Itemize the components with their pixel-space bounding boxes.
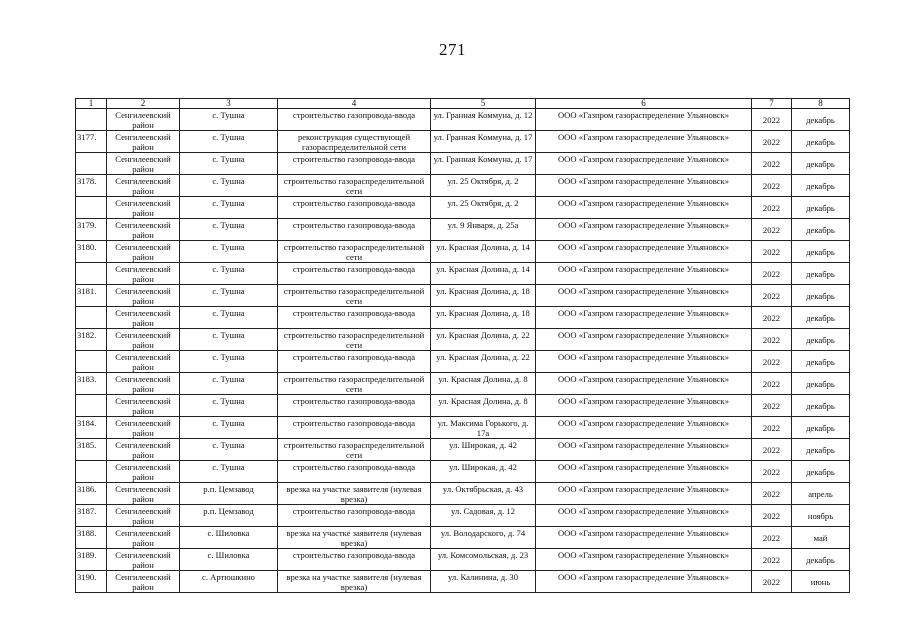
district-cell: Сенгилеевский район: [107, 197, 180, 219]
month-cell: декабрь: [792, 307, 850, 329]
address-cell: ул. Красная Долина, д. 8: [431, 395, 536, 417]
organization-cell: ООО «Газпром газораспределение Ульяновск»: [536, 307, 752, 329]
table-row: [76, 483, 850, 505]
row-number: 3185.: [76, 439, 107, 461]
month-cell: апрель: [792, 483, 850, 505]
table-row: [76, 417, 850, 439]
work-type-cell: врезка на участке заявителя (нулевая врезка): [278, 483, 431, 505]
column-header: 8: [792, 99, 850, 109]
month-cell: июнь: [792, 571, 850, 593]
address-cell: ул. 25 Октября, д. 2: [431, 197, 536, 219]
locality-cell: с. Шиловка: [180, 527, 278, 549]
address-cell: ул. Красная Долина, д. 22: [431, 329, 536, 351]
table-row: [76, 153, 850, 175]
district-cell: Сенгилеевский район: [107, 153, 180, 175]
work-type-cell: врезка на участке заявителя (нулевая врезка): [278, 527, 431, 549]
month-cell: декабрь: [792, 219, 850, 241]
work-type-cell: строительство газораспределительной сети: [278, 175, 431, 197]
work-type-cell: строительство газопровода-ввода: [278, 109, 431, 131]
work-type-cell: строительство газораспределительной сети: [278, 439, 431, 461]
locality-cell: с. Тушна: [180, 197, 278, 219]
year-cell: 2022: [752, 417, 792, 439]
month-cell: декабрь: [792, 153, 850, 175]
row-number: 3189.: [76, 549, 107, 571]
organization-cell: ООО «Газпром газораспределение Ульяновск»: [536, 131, 752, 153]
district-cell: Сенгилеевский район: [107, 505, 180, 527]
table-row: [76, 571, 850, 593]
organization-cell: ООО «Газпром газораспределение Ульяновск»: [536, 153, 752, 175]
month-cell: декабрь: [792, 329, 850, 351]
work-type-cell: строительство газопровода-ввода: [278, 197, 431, 219]
column-header: 6: [536, 99, 752, 109]
year-cell: 2022: [752, 439, 792, 461]
organization-cell: ООО «Газпром газораспределение Ульяновск»: [536, 109, 752, 131]
column-header: 5: [431, 99, 536, 109]
locality-cell: с. Тушна: [180, 439, 278, 461]
work-type-cell: строительство газопровода-ввода: [278, 461, 431, 483]
work-type-cell: строительство газопровода-ввода: [278, 263, 431, 285]
table-row: [76, 461, 850, 483]
month-cell: май: [792, 527, 850, 549]
address-cell: ул. 9 Января, д. 25а: [431, 219, 536, 241]
row-number: 3184.: [76, 417, 107, 439]
row-number: 3186.: [76, 483, 107, 505]
address-cell: ул. Володарского, д. 74: [431, 527, 536, 549]
column-header: 4: [278, 99, 431, 109]
district-cell: Сенгилеевский район: [107, 285, 180, 307]
table-row: [76, 373, 850, 395]
organization-cell: ООО «Газпром газораспределение Ульяновск»: [536, 219, 752, 241]
address-cell: ул. Максима Горького, д. 17а: [431, 417, 536, 439]
address-cell: ул. Гранная Коммуна, д. 17: [431, 131, 536, 153]
work-type-cell: строительство газопровода-ввода: [278, 153, 431, 175]
year-cell: 2022: [752, 241, 792, 263]
address-cell: ул. 25 Октября, д. 2: [431, 175, 536, 197]
month-cell: ноябрь: [792, 505, 850, 527]
column-number-row: [76, 99, 850, 109]
organization-cell: ООО «Газпром газораспределение Ульяновск»: [536, 197, 752, 219]
table-row: [76, 197, 850, 219]
row-number: [76, 307, 107, 329]
row-number: 3183.: [76, 373, 107, 395]
address-cell: ул. Красная Долина, д. 22: [431, 351, 536, 373]
month-cell: декабрь: [792, 109, 850, 131]
work-type-cell: строительство газораспределительной сети: [278, 373, 431, 395]
year-cell: 2022: [752, 527, 792, 549]
district-cell: Сенгилеевский район: [107, 571, 180, 593]
locality-cell: р.п. Цемзавод: [180, 483, 278, 505]
district-cell: Сенгилеевский район: [107, 395, 180, 417]
locality-cell: с. Тушна: [180, 461, 278, 483]
organization-cell: ООО «Газпром газораспределение Ульяновск»: [536, 417, 752, 439]
organization-cell: ООО «Газпром газораспределение Ульяновск»: [536, 483, 752, 505]
district-cell: Сенгилеевский район: [107, 241, 180, 263]
month-cell: декабрь: [792, 549, 850, 571]
organization-cell: ООО «Газпром газораспределение Ульяновск»: [536, 351, 752, 373]
address-cell: ул. Красная Долина, д. 18: [431, 285, 536, 307]
address-cell: ул. Красная Долина, д. 14: [431, 241, 536, 263]
organization-cell: ООО «Газпром газораспределение Ульяновск»: [536, 571, 752, 593]
address-cell: ул. Красная Долина, д. 14: [431, 263, 536, 285]
page-number: 271: [439, 40, 466, 59]
row-number: 3188.: [76, 527, 107, 549]
locality-cell: с. Тушна: [180, 175, 278, 197]
table-row: [76, 351, 850, 373]
month-cell: декабрь: [792, 131, 850, 153]
organization-cell: ООО «Газпром газораспределение Ульяновск»: [536, 527, 752, 549]
district-cell: Сенгилеевский район: [107, 439, 180, 461]
district-cell: Сенгилеевский район: [107, 461, 180, 483]
organization-cell: ООО «Газпром газораспределение Ульяновск»: [536, 329, 752, 351]
year-cell: 2022: [752, 175, 792, 197]
row-number: 3187.: [76, 505, 107, 527]
year-cell: 2022: [752, 395, 792, 417]
work-type-cell: строительство газораспределительной сети: [278, 285, 431, 307]
address-cell: ул. Калинина, д. 30: [431, 571, 536, 593]
work-type-cell: строительство газопровода-ввода: [278, 307, 431, 329]
district-cell: Сенгилеевский район: [107, 329, 180, 351]
table-row: [76, 307, 850, 329]
locality-cell: с. Тушна: [180, 351, 278, 373]
address-cell: ул. Широкая, д. 42: [431, 439, 536, 461]
year-cell: 2022: [752, 153, 792, 175]
address-cell: ул. Гранная Коммуна, д. 12: [431, 109, 536, 131]
year-cell: 2022: [752, 483, 792, 505]
year-cell: 2022: [752, 373, 792, 395]
table-row: [76, 109, 850, 131]
row-number: [76, 263, 107, 285]
work-type-cell: строительство газораспределительной сети: [278, 241, 431, 263]
district-cell: Сенгилеевский район: [107, 417, 180, 439]
row-number: 3181.: [76, 285, 107, 307]
table-row: [76, 241, 850, 263]
work-type-cell: строительство газопровода-ввода: [278, 505, 431, 527]
table-row: [76, 527, 850, 549]
address-cell: ул. Красная Долина, д. 18: [431, 307, 536, 329]
gasification-table: [75, 98, 850, 593]
column-header: 2: [107, 99, 180, 109]
row-number: [76, 153, 107, 175]
organization-cell: ООО «Газпром газораспределение Ульяновск»: [536, 373, 752, 395]
month-cell: декабрь: [792, 263, 850, 285]
organization-cell: ООО «Газпром газораспределение Ульяновск»: [536, 505, 752, 527]
month-cell: декабрь: [792, 241, 850, 263]
work-type-cell: строительство газопровода-ввода: [278, 395, 431, 417]
column-header: 1: [76, 99, 107, 109]
year-cell: 2022: [752, 109, 792, 131]
year-cell: 2022: [752, 263, 792, 285]
year-cell: 2022: [752, 351, 792, 373]
locality-cell: с. Тушна: [180, 373, 278, 395]
organization-cell: ООО «Газпром газораспределение Ульяновск»: [536, 439, 752, 461]
month-cell: декабрь: [792, 395, 850, 417]
district-cell: Сенгилеевский район: [107, 307, 180, 329]
month-cell: декабрь: [792, 461, 850, 483]
work-type-cell: строительство газопровода-ввода: [278, 219, 431, 241]
year-cell: 2022: [752, 131, 792, 153]
month-cell: декабрь: [792, 197, 850, 219]
work-type-cell: строительство газораспределительной сети: [278, 329, 431, 351]
address-cell: ул. Гранная Коммуна, д. 17: [431, 153, 536, 175]
year-cell: 2022: [752, 307, 792, 329]
table-row: [76, 549, 850, 571]
locality-cell: с. Тушна: [180, 241, 278, 263]
month-cell: декабрь: [792, 439, 850, 461]
district-cell: Сенгилеевский район: [107, 109, 180, 131]
district-cell: Сенгилеевский район: [107, 263, 180, 285]
month-cell: декабрь: [792, 285, 850, 307]
district-cell: Сенгилеевский район: [107, 373, 180, 395]
locality-cell: с. Тушна: [180, 131, 278, 153]
district-cell: Сенгилеевский район: [107, 131, 180, 153]
locality-cell: с. Тушна: [180, 219, 278, 241]
district-cell: Сенгилеевский район: [107, 351, 180, 373]
locality-cell: с. Тушна: [180, 329, 278, 351]
row-number: 3180.: [76, 241, 107, 263]
table-row: [76, 263, 850, 285]
row-number: [76, 395, 107, 417]
row-number: 3178.: [76, 175, 107, 197]
row-number: [76, 461, 107, 483]
work-type-cell: строительство газопровода-ввода: [278, 417, 431, 439]
table-row: [76, 439, 850, 461]
locality-cell: с. Тушна: [180, 153, 278, 175]
organization-cell: ООО «Газпром газораспределение Ульяновск»: [536, 175, 752, 197]
row-number: [76, 351, 107, 373]
row-number: [76, 197, 107, 219]
district-cell: Сенгилеевский район: [107, 483, 180, 505]
district-cell: Сенгилеевский район: [107, 527, 180, 549]
year-cell: 2022: [752, 197, 792, 219]
address-cell: ул. Широкая, д. 42: [431, 461, 536, 483]
work-type-cell: реконструкция существующей газораспределительной сети: [278, 131, 431, 153]
table-row: [76, 131, 850, 153]
address-cell: ул. Комсомольская, д. 23: [431, 549, 536, 571]
organization-cell: ООО «Газпром газораспределение Ульяновск»: [536, 549, 752, 571]
month-cell: декабрь: [792, 351, 850, 373]
column-header: 7: [752, 99, 792, 109]
year-cell: 2022: [752, 549, 792, 571]
locality-cell: с. Тушна: [180, 285, 278, 307]
year-cell: 2022: [752, 461, 792, 483]
table-row: [76, 285, 850, 307]
row-number: [76, 109, 107, 131]
locality-cell: с. Артюшкино: [180, 571, 278, 593]
locality-cell: с. Тушна: [180, 395, 278, 417]
address-cell: ул. Октябрьская, д. 43: [431, 483, 536, 505]
locality-cell: с. Тушна: [180, 109, 278, 131]
locality-cell: с. Тушна: [180, 307, 278, 329]
row-number: 3182.: [76, 329, 107, 351]
work-type-cell: строительство газопровода-ввода: [278, 549, 431, 571]
row-number: 3177.: [76, 131, 107, 153]
row-number: 3190.: [76, 571, 107, 593]
work-type-cell: врезка на участке заявителя (нулевая врезка): [278, 571, 431, 593]
year-cell: 2022: [752, 329, 792, 351]
year-cell: 2022: [752, 505, 792, 527]
table-row: [76, 219, 850, 241]
address-cell: ул. Красная Долина, д. 8: [431, 373, 536, 395]
locality-cell: р.п. Цемзавод: [180, 505, 278, 527]
table-row: [76, 395, 850, 417]
year-cell: 2022: [752, 285, 792, 307]
row-number: 3179.: [76, 219, 107, 241]
month-cell: декабрь: [792, 175, 850, 197]
organization-cell: ООО «Газпром газораспределение Ульяновск»: [536, 285, 752, 307]
organization-cell: ООО «Газпром газораспределение Ульяновск»: [536, 241, 752, 263]
column-header: 3: [180, 99, 278, 109]
district-cell: Сенгилеевский район: [107, 549, 180, 571]
month-cell: декабрь: [792, 373, 850, 395]
organization-cell: ООО «Газпром газораспределение Ульяновск»: [536, 461, 752, 483]
month-cell: декабрь: [792, 417, 850, 439]
organization-cell: ООО «Газпром газораспределение Ульяновск»: [536, 395, 752, 417]
table-row: [76, 505, 850, 527]
locality-cell: с. Тушна: [180, 417, 278, 439]
year-cell: 2022: [752, 571, 792, 593]
table-row: [76, 175, 850, 197]
table-row: [76, 329, 850, 351]
work-type-cell: строительство газопровода-ввода: [278, 351, 431, 373]
locality-cell: с. Тушна: [180, 263, 278, 285]
district-cell: Сенгилеевский район: [107, 175, 180, 197]
year-cell: 2022: [752, 219, 792, 241]
address-cell: ул. Садовая, д. 12: [431, 505, 536, 527]
organization-cell: ООО «Газпром газораспределение Ульяновск»: [536, 263, 752, 285]
district-cell: Сенгилеевский район: [107, 219, 180, 241]
locality-cell: с. Шиловка: [180, 549, 278, 571]
